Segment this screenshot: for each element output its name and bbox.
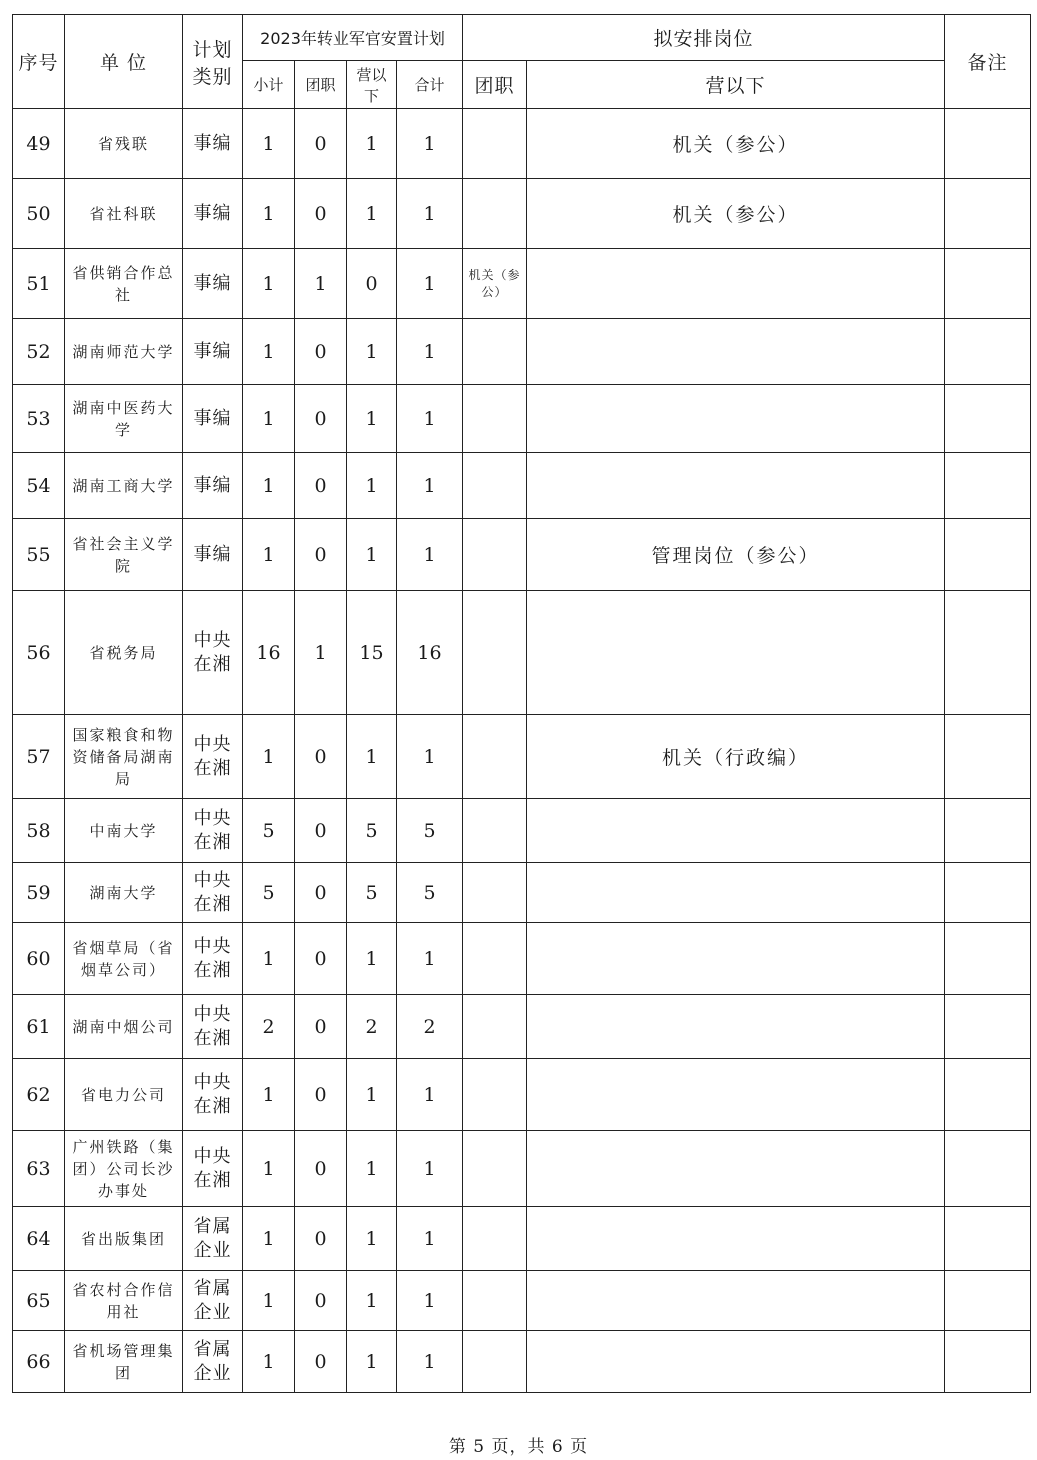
table-body: [13, 109, 1031, 1393]
row-regiment: 1: [295, 591, 347, 715]
row-battalion-below: 1: [347, 715, 397, 799]
row-total: 1: [397, 1271, 463, 1331]
row-post-battalion: [527, 1131, 945, 1207]
row-seq: 51: [13, 249, 65, 319]
row-battalion-below: 1: [347, 319, 397, 385]
header-post-regiment: 团职: [463, 61, 527, 109]
row-seq: 57: [13, 715, 65, 799]
row-post-battalion: [527, 1271, 945, 1331]
row-regiment: 0: [295, 319, 347, 385]
row-regiment: 0: [295, 385, 347, 453]
header-plan-group: 2023年转业军官安置计划: [243, 15, 463, 61]
row-post-regiment: [463, 109, 527, 179]
row-seq: 53: [13, 385, 65, 453]
row-unit: 湖南中医药大学: [65, 385, 183, 453]
row-total: 1: [397, 1059, 463, 1131]
row-post-battalion: [527, 995, 945, 1059]
row-post-battalion: [527, 319, 945, 385]
header-subtotal: 小计: [243, 61, 295, 109]
row-remarks: [945, 923, 1031, 995]
row-seq: 56: [13, 591, 65, 715]
row-total: 1: [397, 109, 463, 179]
row-subtotal: 1: [243, 1331, 295, 1393]
table-row: [13, 1207, 1031, 1271]
row-total: 1: [397, 923, 463, 995]
row-regiment: 0: [295, 519, 347, 591]
row-unit: 省残联: [65, 109, 183, 179]
page-footer: 第 5 页，共 6 页: [448, 1437, 589, 1457]
row-seq: 62: [13, 1059, 65, 1131]
row-subtotal: 1: [243, 385, 295, 453]
row-seq: 55: [13, 519, 65, 591]
row-category: 中央在湘: [183, 715, 243, 799]
row-category: 中央在湘: [183, 923, 243, 995]
row-seq: 54: [13, 453, 65, 519]
row-subtotal: 1: [243, 319, 295, 385]
header-remarks: 备注: [945, 15, 1031, 109]
row-remarks: [945, 591, 1031, 715]
row-battalion-below: 1: [347, 923, 397, 995]
row-regiment: 0: [295, 109, 347, 179]
header-battalion-below: 营以下: [347, 61, 397, 109]
row-remarks: [945, 1207, 1031, 1271]
table-row: [13, 519, 1031, 591]
row-unit: 省税务局: [65, 591, 183, 715]
row-remarks: [945, 715, 1031, 799]
table-row: [13, 591, 1031, 715]
row-post-regiment: [463, 799, 527, 863]
row-seq: 65: [13, 1271, 65, 1331]
row-post-battalion: 机关（参公）: [527, 179, 945, 249]
row-regiment: 1: [295, 249, 347, 319]
row-remarks: [945, 1131, 1031, 1207]
row-subtotal: 1: [243, 109, 295, 179]
row-regiment: 0: [295, 923, 347, 995]
row-post-regiment: [463, 319, 527, 385]
header-post-battalion: 营以下: [527, 61, 945, 109]
row-seq: 50: [13, 179, 65, 249]
row-category: 事编: [183, 385, 243, 453]
row-post-battalion: [527, 385, 945, 453]
table-row: [13, 1331, 1031, 1393]
row-remarks: [945, 1059, 1031, 1131]
table-row: [13, 249, 1031, 319]
row-post-battalion: [527, 799, 945, 863]
row-total: 1: [397, 1331, 463, 1393]
row-post-regiment: [463, 923, 527, 995]
row-post-regiment: [463, 863, 527, 923]
row-total: 1: [397, 453, 463, 519]
row-seq: 66: [13, 1331, 65, 1393]
row-subtotal: 2: [243, 995, 295, 1059]
row-unit: 省社会主义学院: [65, 519, 183, 591]
row-total: 1: [397, 249, 463, 319]
row-subtotal: 5: [243, 863, 295, 923]
header-total: 合计: [397, 61, 463, 109]
row-battalion-below: 5: [347, 863, 397, 923]
row-post-battalion: [527, 591, 945, 715]
row-unit: 中南大学: [65, 799, 183, 863]
table-row: [13, 319, 1031, 385]
row-regiment: 0: [295, 799, 347, 863]
row-remarks: [945, 385, 1031, 453]
row-post-battalion: 管理岗位（参公）: [527, 519, 945, 591]
row-subtotal: 1: [243, 1131, 295, 1207]
table-row: [13, 1059, 1031, 1131]
row-seq: 59: [13, 863, 65, 923]
row-remarks: [945, 863, 1031, 923]
row-remarks: [945, 519, 1031, 591]
row-battalion-below: 1: [347, 519, 397, 591]
row-regiment: 0: [295, 715, 347, 799]
row-remarks: [945, 453, 1031, 519]
row-category: 中央在湘: [183, 995, 243, 1059]
row-post-battalion: [527, 1331, 945, 1393]
row-total: 1: [397, 385, 463, 453]
row-regiment: 0: [295, 453, 347, 519]
row-seq: 58: [13, 799, 65, 863]
row-post-battalion: [527, 453, 945, 519]
row-unit: 省烟草局（省烟草公司）: [65, 923, 183, 995]
row-battalion-below: 1: [347, 1207, 397, 1271]
row-regiment: 0: [295, 1059, 347, 1131]
row-subtotal: 16: [243, 591, 295, 715]
row-category: 事编: [183, 179, 243, 249]
row-unit: 省机场管理集团: [65, 1331, 183, 1393]
row-remarks: [945, 1331, 1031, 1393]
row-regiment: 0: [295, 179, 347, 249]
row-battalion-below: 1: [347, 179, 397, 249]
row-battalion-below: 1: [347, 453, 397, 519]
row-total: 2: [397, 995, 463, 1059]
row-battalion-below: 5: [347, 799, 397, 863]
row-battalion-below: 1: [347, 1131, 397, 1207]
row-post-regiment: [463, 715, 527, 799]
row-unit: 省电力公司: [65, 1059, 183, 1131]
row-unit: 省供销合作总社: [65, 249, 183, 319]
row-post-regiment: [463, 1271, 527, 1331]
table-row: [13, 1271, 1031, 1331]
row-category: 中央在湘: [183, 863, 243, 923]
row-battalion-below: 2: [347, 995, 397, 1059]
document-sheet: [12, 14, 1030, 1398]
row-category: 中央在湘: [183, 1131, 243, 1207]
row-category: 省属企业: [183, 1207, 243, 1271]
row-subtotal: 1: [243, 519, 295, 591]
row-remarks: [945, 1271, 1031, 1331]
row-subtotal: 1: [243, 715, 295, 799]
row-total: 1: [397, 519, 463, 591]
row-category: 事编: [183, 249, 243, 319]
table-row: [13, 109, 1031, 179]
row-unit: 湖南师范大学: [65, 319, 183, 385]
row-unit: 省社科联: [65, 179, 183, 249]
row-category: 事编: [183, 319, 243, 385]
table-row: [13, 995, 1031, 1059]
row-battalion-below: 1: [347, 1059, 397, 1131]
row-post-regiment: [463, 179, 527, 249]
header-post-group: 拟安排岗位: [463, 15, 945, 61]
table-row: [13, 923, 1031, 995]
header-regiment: 团职: [295, 61, 347, 109]
row-post-regiment: [463, 995, 527, 1059]
table-row: [13, 385, 1031, 453]
row-seq: 49: [13, 109, 65, 179]
row-category: 省属企业: [183, 1271, 243, 1331]
row-total: 1: [397, 179, 463, 249]
row-total: 1: [397, 1207, 463, 1271]
row-post-regiment: [463, 385, 527, 453]
row-unit: 省农村合作信用社: [65, 1271, 183, 1331]
row-remarks: [945, 995, 1031, 1059]
row-post-battalion: 机关（参公）: [527, 109, 945, 179]
row-regiment: 0: [295, 1331, 347, 1393]
table-row: [13, 799, 1031, 863]
row-post-regiment: [463, 591, 527, 715]
row-battalion-below: 15: [347, 591, 397, 715]
row-subtotal: 1: [243, 179, 295, 249]
row-subtotal: 1: [243, 249, 295, 319]
row-post-battalion: [527, 1059, 945, 1131]
row-category: 中央在湘: [183, 591, 243, 715]
row-post-battalion: [527, 249, 945, 319]
row-total: 16: [397, 591, 463, 715]
row-post-battalion: 机关（行政编）: [527, 715, 945, 799]
row-category: 事编: [183, 519, 243, 591]
header-unit: 单 位: [65, 15, 183, 109]
table-row: [13, 1131, 1031, 1207]
row-unit: 湖南大学: [65, 863, 183, 923]
row-post-regiment: [463, 1131, 527, 1207]
row-seq: 61: [13, 995, 65, 1059]
row-total: 5: [397, 863, 463, 923]
row-total: 5: [397, 799, 463, 863]
row-category: 省属企业: [183, 1331, 243, 1393]
row-regiment: 0: [295, 1207, 347, 1271]
row-battalion-below: 1: [347, 385, 397, 453]
row-unit: 湖南中烟公司: [65, 995, 183, 1059]
row-unit: 湖南工商大学: [65, 453, 183, 519]
row-subtotal: 1: [243, 1059, 295, 1131]
row-unit: 广州铁路（集团）公司长沙办事处: [65, 1131, 183, 1207]
table-header: [13, 15, 1031, 109]
row-remarks: [945, 799, 1031, 863]
table-row: [13, 863, 1031, 923]
row-subtotal: 1: [243, 1207, 295, 1271]
row-subtotal: 5: [243, 799, 295, 863]
row-seq: 60: [13, 923, 65, 995]
row-battalion-below: 1: [347, 1331, 397, 1393]
row-post-battalion: [527, 863, 945, 923]
row-unit: 省出版集团: [65, 1207, 183, 1271]
row-total: 1: [397, 319, 463, 385]
row-regiment: 0: [295, 1271, 347, 1331]
table-row: [13, 715, 1031, 799]
row-subtotal: 1: [243, 923, 295, 995]
row-post-regiment: [463, 1207, 527, 1271]
header-seq: 序号: [13, 15, 65, 109]
row-regiment: 0: [295, 1131, 347, 1207]
row-category: 中央在湘: [183, 799, 243, 863]
row-battalion-below: 1: [347, 109, 397, 179]
row-seq: 63: [13, 1131, 65, 1207]
row-remarks: [945, 109, 1031, 179]
row-seq: 52: [13, 319, 65, 385]
row-post-battalion: [527, 1207, 945, 1271]
row-subtotal: 1: [243, 1271, 295, 1331]
table-row: [13, 179, 1031, 249]
row-regiment: 0: [295, 995, 347, 1059]
row-total: 1: [397, 1131, 463, 1207]
table-row: [13, 453, 1031, 519]
row-battalion-below: 0: [347, 249, 397, 319]
row-regiment: 0: [295, 863, 347, 923]
header-category: 计划类别: [183, 15, 243, 109]
row-category: 事编: [183, 109, 243, 179]
row-seq: 64: [13, 1207, 65, 1271]
row-post-battalion: [527, 923, 945, 995]
row-unit: 国家粮食和物资储备局湖南局: [65, 715, 183, 799]
placement-plan-table: [12, 14, 1031, 1393]
row-post-regiment: [463, 1331, 527, 1393]
row-total: 1: [397, 715, 463, 799]
row-post-regiment: 机关（参公）: [463, 249, 527, 319]
row-remarks: [945, 249, 1031, 319]
row-post-regiment: [463, 1059, 527, 1131]
row-battalion-below: 1: [347, 1271, 397, 1331]
row-remarks: [945, 319, 1031, 385]
row-subtotal: 1: [243, 453, 295, 519]
row-post-regiment: [463, 519, 527, 591]
row-category: 中央在湘: [183, 1059, 243, 1131]
row-category: 事编: [183, 453, 243, 519]
row-post-regiment: [463, 453, 527, 519]
row-remarks: [945, 179, 1031, 249]
